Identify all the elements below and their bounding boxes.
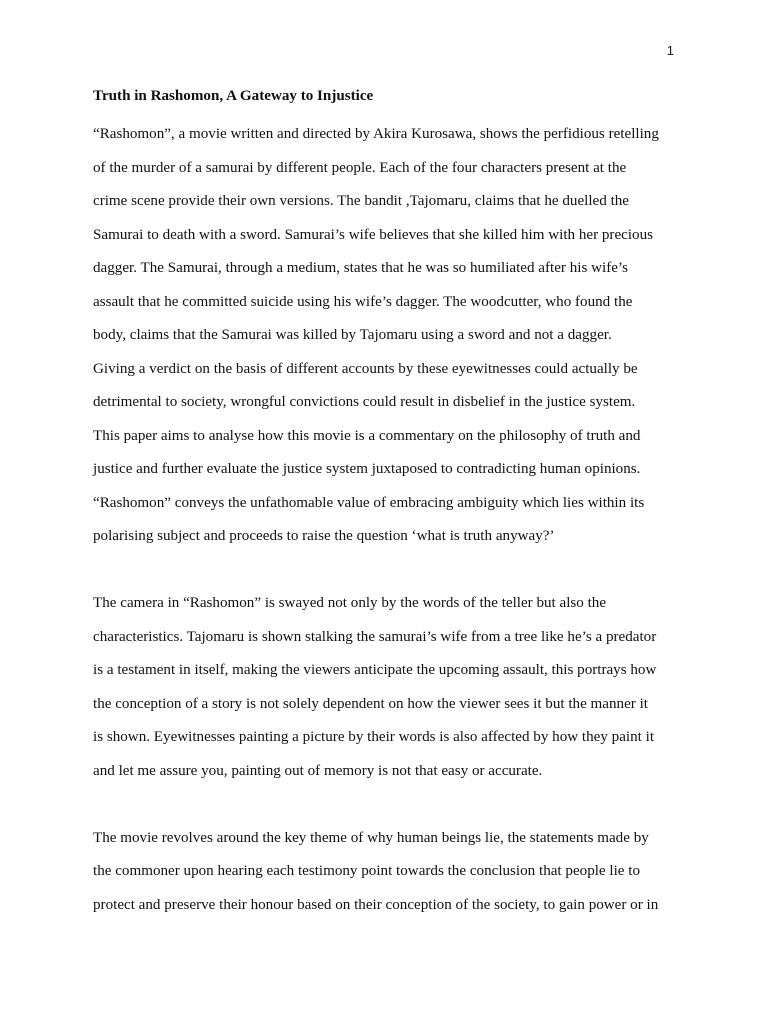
- text-line: the commoner upon hearing each testimony point towards the conclusion that people lie to: [93, 863, 641, 879]
- text-line: justice and further evaluate the justice system juxtaposed to contradicting human opinions.: [93, 461, 641, 477]
- paragraph-1: [93, 118, 675, 554]
- paragraph-gap: [93, 788, 675, 822]
- page-number: 1: [666, 43, 674, 58]
- document-body: [93, 84, 675, 922]
- text-line: This paper aims to analyse how this movie is a commentary on the philosophy of truth and: [93, 427, 641, 444]
- text-line: polarising subject and proceeds to raise the question ‘what is truth anyway?’: [93, 528, 555, 544]
- text-line: is shown. Eyewitnesses painting a picture by their words is also affected by how they paint it: [93, 729, 655, 745]
- document-title: Truth in Rashomon, A Gateway to Injustice: [93, 88, 374, 104]
- text-line: dagger. The Samurai, through a medium, states that he was so humiliated after his wife’s: [93, 260, 629, 276]
- text-line: Samurai to death with a sword. Samurai’s wife believes that she killed him with her precious: [93, 226, 654, 243]
- text-line: the conception of a story is not solely dependent on how the viewer sees it but the manner it: [93, 695, 648, 712]
- text-line: Giving a verdict on the basis of different accounts by these eyewitnesses could actually be: [93, 360, 638, 377]
- paragraph-gap: [93, 554, 675, 588]
- text-line: The movie revolves around the key theme of why human beings lie, the statements made by: [93, 829, 649, 846]
- text-line: The camera in “Rashomon” is swayed not only by the words of the teller but also the: [93, 595, 607, 611]
- text-line: detrimental to society, wrongful convictions could result in disbelief in the justice system.: [93, 394, 636, 410]
- text-line: assault that he committed suicide using his wife’s dagger. The woodcutter, who found the: [93, 293, 633, 310]
- text-line: body, claims that the Samurai was killed by Tajomaru using a sword and not a dagger.: [93, 327, 612, 343]
- text-line: and let me assure you, painting out of memory is not that easy or accurate.: [93, 762, 543, 779]
- text-line: “Rashomon” conveys the unfathomable value of embracing ambiguity which lies within its: [93, 494, 645, 511]
- paragraph-2: [93, 587, 675, 788]
- text-line: of the murder of a samurai by different people. Each of the four characters present at the: [93, 159, 627, 176]
- paragraph-3: [93, 822, 675, 923]
- text-line: protect and preserve their honour based on their conception of the society, to gain power or in: [93, 896, 659, 913]
- text-line: crime scene provide their own versions. The bandit ,Tajomaru, claims that he duelled the: [93, 193, 630, 209]
- text-line: characteristics. Tajomaru is shown stalking the samurai’s wife from a tree like he’s a predator: [93, 628, 657, 645]
- text-line: “Rashomon”, a movie written and directed by Akira Kurosawa, shows the perfidious retelling: [93, 126, 659, 142]
- text-line: is a testament in itself, making the viewers anticipate the upcoming assault, this portrays how: [93, 662, 657, 678]
